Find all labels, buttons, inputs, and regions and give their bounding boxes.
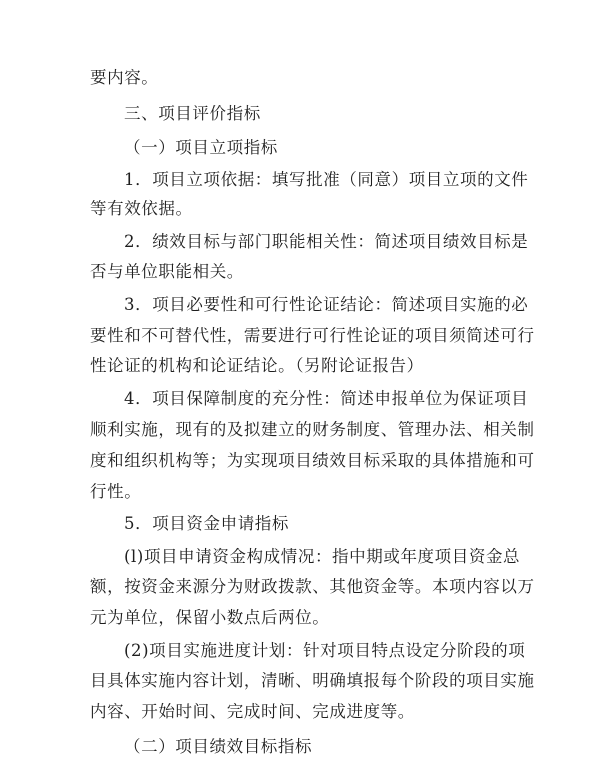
text-line: 否与单位职能相关。 [90, 262, 244, 281]
text-line: 顺利实施，现有的及拟建立的财务制度、管理办法、相关制 [90, 420, 535, 439]
subsection-heading: （二）项目绩效目标指标 [124, 737, 313, 756]
text-line: 3．项目必要性和可行性论证结论：简述项目实施的必 [124, 295, 529, 314]
text-line: 元为单位，保留小数点后两位。 [90, 608, 330, 627]
text-line: 等有效依据。 [90, 199, 193, 218]
text-line: 度和组织机构等；为实现项目绩效目标采取的具体措施和可 [90, 451, 535, 470]
subsection-heading: （一）项目立项指标 [124, 138, 278, 157]
text-line: 要性和不可替代性，需要进行可行性论证的项目须简述可行 [90, 326, 535, 345]
text-line: 行性。 [90, 482, 142, 501]
text-line: 内容、开始时间、完成时间、完成进度等。 [90, 702, 415, 721]
text-line: 额，按资金来源分为财政拨款、其他资金等。本项内容以万 [90, 577, 535, 596]
text-line: 目具体实施内容计划，清晰、明确填报每个阶段的项目实施 [90, 671, 535, 690]
text-line: 2．绩效目标与部门职能相关性：简述项目绩效目标是 [124, 232, 529, 251]
section-heading: 三、项目评价指标 [124, 104, 261, 123]
text-line: (l)项目申请资金构成情况：指中期或年度项目资金总 [124, 547, 521, 566]
text-line: 性论证的机构和论证结论。（另附论证报告） [90, 356, 424, 375]
subsection-heading: 5．项目资金申请指标 [124, 514, 289, 533]
text-line: 要内容。 [90, 68, 159, 87]
text-line: (2)项目实施进度计划：针对项目特点设定分阶段的项 [124, 641, 526, 660]
text-line: 1．项目立项依据：填写批准（同意）项目立项的文件 [124, 170, 529, 189]
text-line: 4．项目保障制度的充分性：简述申报单位为保证项目 [124, 389, 529, 408]
